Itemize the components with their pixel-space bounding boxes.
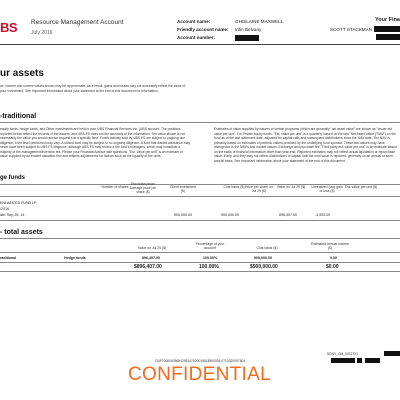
- trade-date: Sep 25, 14: [7, 213, 25, 217]
- total-sum-cost: $900,000.00: [250, 264, 278, 270]
- col-number-of-shares: Number of shares: [101, 185, 129, 189]
- total-col-income: Estimated annual income ($): [310, 242, 350, 250]
- confidential-stamp: CONFIDENTIAL: [128, 364, 271, 385]
- col-unrealized: Unrealized (tax) gain or loss ($): [311, 185, 343, 193]
- col-est-value: Est. value per unit ($): [344, 185, 378, 189]
- statement-title: Resource Management Account: [31, 19, 124, 26]
- total-col-percentage: Percentage of your account: [195, 242, 225, 250]
- statement-date: July 2016: [31, 30, 53, 36]
- cost-basis-value: 900,000.00: [221, 213, 239, 217]
- col-value: Value on Jul 29 ($): [276, 185, 306, 189]
- assets-intro-text: ce, income and current values shown may be approximate. As a result, gains and losses may not accurately reflect the value of your investment. See Important information about your statement at the end of this document for information.: [0, 84, 186, 93]
- total-sum-value: $896,407.00: [134, 264, 162, 270]
- account-name-value: GHISLAINE MAXWELL: [235, 19, 284, 24]
- unrealized-value: -3,593.00: [315, 213, 331, 217]
- total-row-sublabel: Hedge funds: [64, 256, 86, 260]
- total-row-income: 0.00: [330, 256, 337, 260]
- account-name-label: Account name:: [177, 19, 211, 24]
- total-row-percent: 100.00%: [203, 256, 218, 260]
- traditional-right-paragraph: Estimates of value supplied by issuers of certain programs (which are generally "net asset value" are shown as "Issuer est. value per unit". For Private equity funds, "Est. value per unit" is a quarterly, based on the last "Net Asset Value ("NAV") on the fund as of the last statement date, adjusted for capital calls and subsequent distributions since the NAV date. The NAV is primarily based on estimates of portfolio values provided by the underlying fund sponsor. These two values may have divergence in the NAV's and market values. Exchange and purchase fee "Third party est. value per unit" is an estimate based on the basis of financial information other than year-end. Reported estimates may not reflect actual liquidation or repurchase value, if any, and they may not reflect distributions of capital until the next value is reported, generally on an annual or semi-annual basis. See Important information about your statement at the end of this document.: [214, 127, 397, 163]
- total-sum-percent: 100.00%: [199, 264, 219, 270]
- total-sum-income: $0.00: [326, 264, 339, 270]
- redaction-footer-1: [331, 358, 355, 363]
- redaction-account-number: [235, 35, 259, 41]
- traditional-left-paragraph: equity funds, hedge funds, and Other investments are held in your UBS Financial Services Inc. (UBS account. The positions reported below reflect the records of the issuers, and UBS-FS does not the accuracy of the information. The value shown is not necessarily the value you would receive request it at a specific time. Funds actively sold by UBS-FS are subject to ongoing due diligence, lt the level performed may vary. A closed fund may be subject to no ongoing diligence. A fund that dacted allowance may never have been subject to UBS-FS diligence, although UBS-FS may review a the fund's managers, which may constitute a majority of the management/incentive fee. Please your Financial Advisor with questions. "Est. value per unit" is an estimate of value supplied by an endent valuation firm and reflects adjustments for factors such as the liquidity of the units.: [0, 127, 190, 158]
- account-number-label: Account number:: [177, 35, 216, 40]
- redaction-bates: [384, 351, 400, 356]
- redaction-advisor-2: [376, 34, 400, 40]
- financial-advisor-heading: Your Fina: [375, 17, 400, 23]
- redaction-advisor: [374, 26, 400, 32]
- your-assets-title: ur assets: [0, 68, 44, 79]
- traditional-section-title: -traditional: [0, 113, 37, 120]
- fund-date: /2016: [0, 207, 9, 211]
- total-row-value: 896,407.00: [142, 256, 160, 260]
- col-purchase-price: Purchase price/ Average price per share ($): [129, 182, 157, 194]
- trade-date-prefix: ate:: [0, 213, 7, 217]
- hedge-funds-title: ge funds: [0, 175, 25, 181]
- col-client-investment: Client investment ($): [169, 185, 196, 193]
- redaction-footer-3: [365, 358, 380, 363]
- total-row-cost: 900,000.00: [254, 256, 272, 260]
- fund-value: 896,407.00: [279, 213, 297, 217]
- ubs-logo: BS: [0, 20, 18, 35]
- bates-number: SDNY_GM_0002721: [327, 352, 358, 356]
- client-investment-value: 900,000.00: [174, 213, 192, 217]
- col-cost-basis: Cost basis ($): [223, 185, 245, 189]
- total-col-cost: Cost basis ($): [256, 246, 278, 250]
- header-rule: [0, 44, 400, 45]
- friendly-name-value: Infin Belvany: [235, 27, 262, 32]
- barcode-text: CNF70000005654295147000019818500006 0710320057504: [155, 359, 246, 363]
- financial-advisor-name: SCOTT STACKMAN: [330, 27, 372, 32]
- total-col-value: Value on Jul 29 ($): [137, 246, 167, 250]
- fund-name: ENHANCED FUND LP: [0, 201, 37, 205]
- friendly-name-label: Friendly account name:: [177, 27, 229, 32]
- col-price-per-share: Price per share on Jul 29 ($): [245, 185, 273, 193]
- redaction-footer-2: [357, 358, 362, 363]
- total-row-label: raditional: [0, 256, 17, 260]
- total-assets-title: - total assets: [0, 229, 43, 236]
